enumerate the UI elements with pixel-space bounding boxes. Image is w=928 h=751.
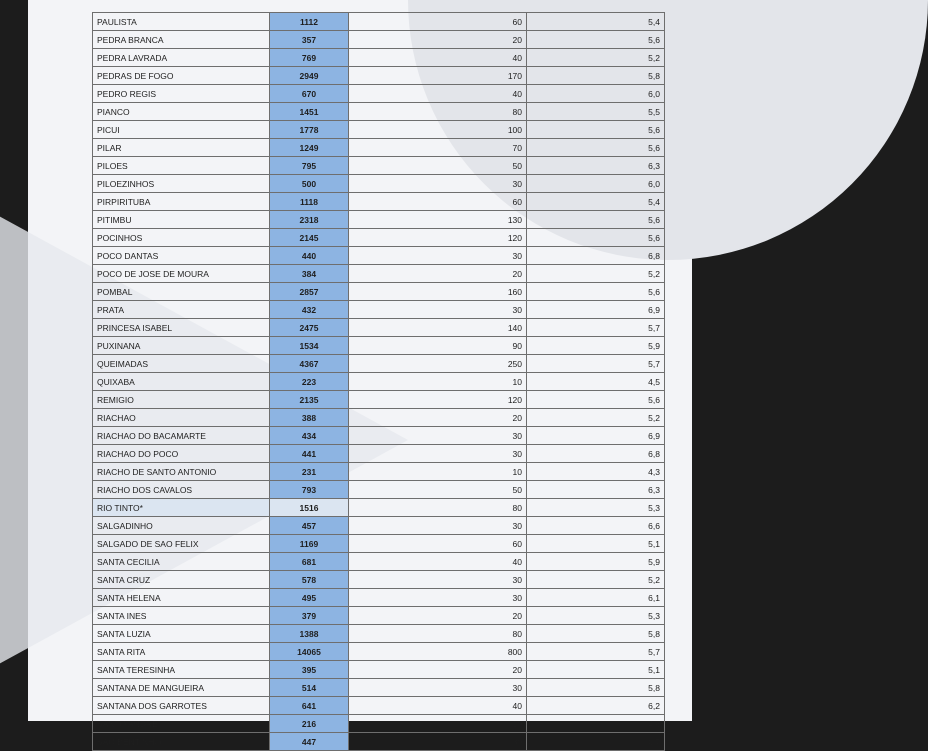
rate-cell: 5,2 <box>527 571 665 589</box>
rate-cell: 5,4 <box>527 193 665 211</box>
value-cell: 50 <box>349 481 527 499</box>
population-cell: 379 <box>270 607 349 625</box>
table-row <box>93 589 665 607</box>
value-cell: 30 <box>349 427 527 445</box>
rate-cell: 5,7 <box>527 355 665 373</box>
municipality-cell: QUIXABA <box>93 373 270 391</box>
population-cell: 2475 <box>270 319 349 337</box>
municipality-cell: SANTA CRUZ <box>93 571 270 589</box>
rate-cell: 5,2 <box>527 265 665 283</box>
table-row <box>93 229 665 247</box>
value-cell: 30 <box>349 679 527 697</box>
rate-cell: 6,0 <box>527 175 665 193</box>
population-cell: 2857 <box>270 283 349 301</box>
table-row <box>93 517 665 535</box>
rate-cell: 5,4 <box>527 13 665 31</box>
table-row <box>93 13 665 31</box>
rate-cell: 6,3 <box>527 481 665 499</box>
value-cell: 80 <box>349 103 527 121</box>
table-row <box>93 49 665 67</box>
population-cell: 2135 <box>270 391 349 409</box>
rate-cell: 5,6 <box>527 31 665 49</box>
municipality-cell: POMBAL <box>93 283 270 301</box>
value-cell: 20 <box>349 607 527 625</box>
municipality-cell: PEDRA LAVRADA <box>93 49 270 67</box>
municipality-cell: SANTA RITA <box>93 643 270 661</box>
value-cell: 170 <box>349 67 527 85</box>
population-cell: 2949 <box>270 67 349 85</box>
municipality-cell: RIACHAO DO POCO <box>93 445 270 463</box>
table-row <box>93 733 665 751</box>
value-cell: 10 <box>349 715 527 733</box>
value-cell: 50 <box>349 157 527 175</box>
population-cell: 432 <box>270 301 349 319</box>
rate-cell: 6,6 <box>527 517 665 535</box>
value-cell: 60 <box>349 13 527 31</box>
municipality-cell: PRATA <box>93 301 270 319</box>
rate-cell: 6,3 <box>527 157 665 175</box>
value-cell: 70 <box>349 139 527 157</box>
table-row <box>93 715 665 733</box>
municipality-cell: RIACHAO <box>93 409 270 427</box>
population-cell: 388 <box>270 409 349 427</box>
table-row <box>93 139 665 157</box>
value-cell: 20 <box>349 409 527 427</box>
municipality-cell: PAULISTA <box>93 13 270 31</box>
rate-cell: 5,6 <box>527 229 665 247</box>
municipality-cell: PICUI <box>93 121 270 139</box>
rate-cell: 5,2 <box>527 409 665 427</box>
table-row <box>93 283 665 301</box>
table-row <box>93 463 665 481</box>
table-row <box>93 67 665 85</box>
municipality-cell: PITIMBU <box>93 211 270 229</box>
table-row <box>93 103 665 121</box>
table-row <box>93 499 665 517</box>
population-cell: 2145 <box>270 229 349 247</box>
municipality-cell: POCINHOS <box>93 229 270 247</box>
population-cell: 440 <box>270 247 349 265</box>
municipality-cell: PILOES <box>93 157 270 175</box>
population-cell: 514 <box>270 679 349 697</box>
table-row <box>93 643 665 661</box>
population-cell: 1516 <box>270 499 349 517</box>
rate-cell: 5,9 <box>527 337 665 355</box>
municipality-table <box>92 12 665 751</box>
rate-cell: 5,6 <box>527 139 665 157</box>
document-page <box>28 0 692 747</box>
rate-cell: 5,3 <box>527 607 665 625</box>
value-cell: 80 <box>349 625 527 643</box>
table-row <box>93 157 665 175</box>
value-cell: 100 <box>349 121 527 139</box>
table-row <box>93 121 665 139</box>
municipality-cell: SANTA LUZIA <box>93 625 270 643</box>
population-cell: 1534 <box>270 337 349 355</box>
population-cell: 793 <box>270 481 349 499</box>
rate-cell: 4,3 <box>527 463 665 481</box>
municipality-cell: PILOEZINHOS <box>93 175 270 193</box>
municipality-cell: RIACHO DE SANTO ANTONIO <box>93 463 270 481</box>
population-cell: 357 <box>270 31 349 49</box>
population-cell: 14065 <box>270 643 349 661</box>
population-cell: 216 <box>270 715 349 733</box>
value-cell: 30 <box>349 175 527 193</box>
value-cell: 90 <box>349 337 527 355</box>
municipality-cell: REMIGIO <box>93 391 270 409</box>
value-cell: 40 <box>349 553 527 571</box>
municipality-cell: POCO DE JOSE DE MOURA <box>93 265 270 283</box>
value-cell: 30 <box>349 445 527 463</box>
municipality-cell: PEDRO REGIS <box>93 85 270 103</box>
rate-cell: 6,2 <box>527 697 665 715</box>
municipality-cell: SANTA HELENA <box>93 589 270 607</box>
value-cell: 20 <box>349 265 527 283</box>
value-cell: 160 <box>349 283 527 301</box>
population-cell: 769 <box>270 49 349 67</box>
table-row <box>93 661 665 679</box>
rate-cell: 5,6 <box>527 211 665 229</box>
table-row <box>93 301 665 319</box>
value-cell: 20 <box>349 31 527 49</box>
value-cell: 30 <box>349 301 527 319</box>
population-cell: 578 <box>270 571 349 589</box>
municipality-cell: RIACHAO DO BACAMARTE <box>93 427 270 445</box>
rate-cell: 5,8 <box>527 679 665 697</box>
rate-cell: 6,9 <box>527 301 665 319</box>
value-cell: 30 <box>349 589 527 607</box>
value-cell: 60 <box>349 193 527 211</box>
value-cell: 40 <box>349 697 527 715</box>
municipality-cell: RIO TINTO* <box>93 499 270 517</box>
value-cell: 40 <box>349 49 527 67</box>
value-cell: 30 <box>349 733 527 751</box>
value-cell: 30 <box>349 517 527 535</box>
value-cell: 60 <box>349 535 527 553</box>
rate-cell: 5,6 <box>527 121 665 139</box>
table-row <box>93 481 665 499</box>
table-row <box>93 427 665 445</box>
table-row <box>93 571 665 589</box>
rate-cell: 5,6 <box>527 283 665 301</box>
table-row <box>93 85 665 103</box>
rate-cell: 5,5 <box>527 103 665 121</box>
population-cell: 1451 <box>270 103 349 121</box>
value-cell: 140 <box>349 319 527 337</box>
table-row <box>93 697 665 715</box>
population-cell: 681 <box>270 553 349 571</box>
table-row <box>93 211 665 229</box>
municipality-cell: SANTA INES <box>93 607 270 625</box>
rate-cell: 6,8 <box>527 247 665 265</box>
municipality-cell: SALGADINHO <box>93 517 270 535</box>
value-cell: 10 <box>349 373 527 391</box>
value-cell: 30 <box>349 571 527 589</box>
municipality-cell: PIANCO <box>93 103 270 121</box>
municipality-cell: SAO BENTINHO <box>93 733 270 751</box>
rate-cell: 5,7 <box>527 319 665 337</box>
table-row <box>93 175 665 193</box>
municipality-cell: SANTANA DOS GARROTES <box>93 697 270 715</box>
value-cell: 30 <box>349 247 527 265</box>
table-body <box>93 13 665 751</box>
table-row <box>93 679 665 697</box>
population-cell: 434 <box>270 427 349 445</box>
municipality-cell: SALGADO DE SAO FELIX <box>93 535 270 553</box>
municipality-cell: POCO DANTAS <box>93 247 270 265</box>
municipality-cell: PILAR <box>93 139 270 157</box>
population-cell: 1118 <box>270 193 349 211</box>
municipality-cell: QUEIMADAS <box>93 355 270 373</box>
value-cell: 130 <box>349 211 527 229</box>
population-cell: 4367 <box>270 355 349 373</box>
rate-cell: 5,3 <box>527 499 665 517</box>
table-row <box>93 607 665 625</box>
rate-cell: 5,6 <box>527 391 665 409</box>
municipality-cell: SANTA CECILIA <box>93 553 270 571</box>
table-row <box>93 535 665 553</box>
rate-cell: 6,8 <box>527 445 665 463</box>
table-row <box>93 265 665 283</box>
population-cell: 447 <box>270 733 349 751</box>
table-row <box>93 553 665 571</box>
population-cell: 1388 <box>270 625 349 643</box>
population-cell: 1778 <box>270 121 349 139</box>
table-row <box>93 355 665 373</box>
rate-cell: 5,8 <box>527 625 665 643</box>
population-cell: 384 <box>270 265 349 283</box>
population-cell: 457 <box>270 517 349 535</box>
table-row <box>93 445 665 463</box>
population-cell: 441 <box>270 445 349 463</box>
rate-cell: 6,0 <box>527 85 665 103</box>
value-cell: 40 <box>349 85 527 103</box>
population-cell: 231 <box>270 463 349 481</box>
rate-cell: 4,5 <box>527 373 665 391</box>
rate-cell: 5,1 <box>527 661 665 679</box>
value-cell: 250 <box>349 355 527 373</box>
value-cell: 120 <box>349 229 527 247</box>
value-cell: 800 <box>349 643 527 661</box>
municipality-cell: PRINCESA ISABEL <box>93 319 270 337</box>
table-row <box>93 409 665 427</box>
rate-cell: 5,8 <box>527 67 665 85</box>
value-cell: 20 <box>349 661 527 679</box>
table-row <box>93 31 665 49</box>
population-cell: 795 <box>270 157 349 175</box>
rate-cell: 6,7 <box>527 733 665 751</box>
population-cell: 495 <box>270 589 349 607</box>
value-cell: 120 <box>349 391 527 409</box>
municipality-cell: PUXINANA <box>93 337 270 355</box>
rate-cell: 5,2 <box>527 49 665 67</box>
rate-cell: 5,9 <box>527 553 665 571</box>
table-row <box>93 337 665 355</box>
rate-cell: 6,1 <box>527 589 665 607</box>
population-cell: 2318 <box>270 211 349 229</box>
population-cell: 641 <box>270 697 349 715</box>
municipality-cell: PEDRA BRANCA <box>93 31 270 49</box>
value-cell: 80 <box>349 499 527 517</box>
municipality-cell: RIACHO DOS CAVALOS <box>93 481 270 499</box>
population-cell: 670 <box>270 85 349 103</box>
table-row <box>93 247 665 265</box>
municipality-cell: PIRPIRITUBA <box>93 193 270 211</box>
rate-cell: 4,6 <box>527 715 665 733</box>
municipality-cell: SANTA TERESINHA <box>93 661 270 679</box>
value-cell: 10 <box>349 463 527 481</box>
table-row <box>93 373 665 391</box>
table-row <box>93 625 665 643</box>
table-row <box>93 391 665 409</box>
table-row <box>93 193 665 211</box>
table-row <box>93 319 665 337</box>
rate-cell: 5,1 <box>527 535 665 553</box>
municipality-cell: SANTO ANDRE <box>93 715 270 733</box>
population-cell: 1112 <box>270 13 349 31</box>
municipality-cell: PEDRAS DE FOGO <box>93 67 270 85</box>
population-cell: 223 <box>270 373 349 391</box>
population-cell: 395 <box>270 661 349 679</box>
population-cell: 1169 <box>270 535 349 553</box>
population-cell: 1249 <box>270 139 349 157</box>
rate-cell: 6,9 <box>527 427 665 445</box>
rate-cell: 5,7 <box>527 643 665 661</box>
municipality-cell: SANTANA DE MANGUEIRA <box>93 679 270 697</box>
population-cell: 500 <box>270 175 349 193</box>
